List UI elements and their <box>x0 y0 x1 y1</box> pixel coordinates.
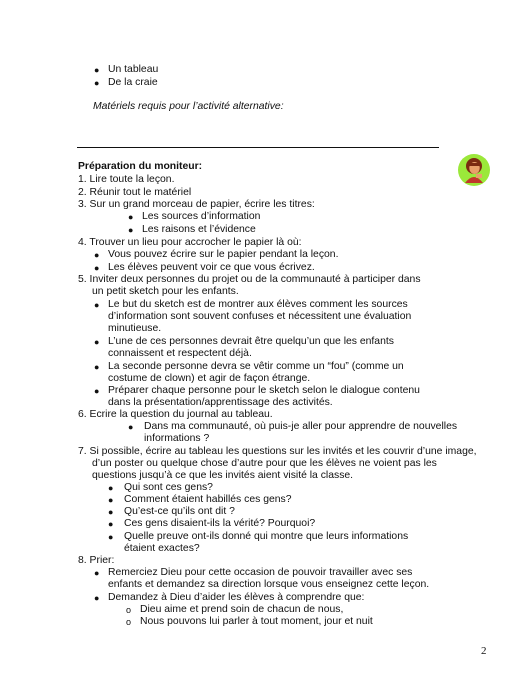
sub-item-cont: costume de clown) et agir de façon étrange. <box>108 373 311 384</box>
sub-item-cont: connaissent et respectent déjà. <box>108 348 252 359</box>
sub-item-cont: d’information sont souvent confuses et nécessitent une évaluation <box>108 311 412 322</box>
bullet-icon: ● <box>94 300 100 310</box>
sub-item-cont: enfants et demandez sa direction lorsque vous enseignez cette leçon. <box>108 579 430 590</box>
sub-item: Préparer chaque personne pour le sketch selon le dialogue contenu <box>108 385 420 396</box>
sub-sub-item: Dieu aime et prend soin de chacun de nous, <box>140 604 344 615</box>
bullet-icon: ● <box>128 225 134 235</box>
step-line: 6. Ecrire la question du journal au tableau. <box>78 409 273 420</box>
bullet-icon: ● <box>108 507 114 517</box>
sub-item: L’une de ces personnes devrait être quelqu’un que les enfants <box>108 336 394 347</box>
material-item: De la craie <box>108 77 158 88</box>
bullet-icon: ● <box>128 422 134 432</box>
alt-materials-label: Matériels requis pour l’activité alternative: <box>93 101 284 112</box>
sub-item: Les raisons et l’évidence <box>142 224 256 235</box>
sub-item-cont: informations ? <box>144 433 210 444</box>
sub-item-cont: minutieuse. <box>108 323 162 334</box>
step-line: 8. Prier: <box>78 555 115 566</box>
sub-item-cont: dans la présentation/apprentissage des activités. <box>108 397 333 408</box>
step-line: 4. Trouver un lieu pour accrocher le papier là où: <box>78 237 302 248</box>
bullet-icon: ● <box>94 78 100 88</box>
bullet-icon: ● <box>94 362 100 372</box>
bullet-icon: ● <box>128 212 134 222</box>
bullet-icon: ● <box>94 568 100 578</box>
sub-item: La seconde personne devra se vêtir comme un “fou” (comme un <box>108 361 404 372</box>
sub-item: Ces gens disaient-ils la vérité? Pourquoi? <box>124 518 316 529</box>
sub-item: Quelle preuve ont-ils donné qui montre que leurs informations <box>124 531 409 542</box>
sub-item: Le but du sketch est de montrer aux élèves comment les sources <box>108 299 408 310</box>
circle-bullet-icon: o <box>126 605 132 615</box>
bullet-icon: ● <box>94 263 100 273</box>
bullet-icon: ● <box>94 593 100 603</box>
sub-item: Vous pouvez écrire sur le papier pendant la leçon. <box>108 249 339 260</box>
bullet-icon: ● <box>94 337 100 347</box>
step-line-cont: un petit sketch pour les enfants. <box>92 286 239 297</box>
bullet-icon: ● <box>94 65 100 75</box>
page-number: 2 <box>481 645 487 657</box>
step-line: 7. Si possible, écrire au tableau les questions sur les invités et les couvrir d’une image, <box>78 446 477 457</box>
bullet-icon: ● <box>108 519 114 529</box>
sub-item: Les élèves peuvent voir ce que vous écrivez. <box>108 262 315 273</box>
sub-item: Remerciez Dieu pour cette occasion de pouvoir travailler avec ses <box>108 567 413 578</box>
step-line-cont: questions jusqu’à ce que les invités aient visité la classe. <box>92 470 354 481</box>
circle-bullet-icon: o <box>126 617 132 627</box>
sub-item: Qu’est-ce qu’ils ont dit ? <box>124 506 235 517</box>
step-line: 2. Réunir tout le matériel <box>78 187 192 198</box>
step-line-cont: d’un poster ou quelque chose d’autre pour que les élèves ne voient pas les <box>92 458 437 469</box>
sub-item: Les sources d’information <box>142 211 261 222</box>
bullet-icon: ● <box>108 495 114 505</box>
step-line: 1. Lire toute la leçon. <box>78 174 175 185</box>
bullet-icon: ● <box>108 483 114 493</box>
step-line: 5. Inviter deux personnes du projet ou de la communauté à participer dans <box>78 274 421 285</box>
bullet-icon: ● <box>108 532 114 542</box>
sub-item: Qui sont ces gens? <box>124 482 213 493</box>
section-heading: Préparation du moniteur: <box>78 161 203 172</box>
sub-item: Demandez à Dieu d’aider les élèves à comprendre que: <box>108 592 365 603</box>
step-line: 3. Sur un grand morceau de papier, écrire les titres: <box>78 199 315 210</box>
sub-item: Dans ma communauté, où puis-je aller pour apprendre de nouvelles <box>144 421 458 432</box>
material-item: Un tableau <box>108 64 159 75</box>
sub-sub-item: Nous pouvons lui parler à tout moment, jour et nuit <box>140 616 373 627</box>
bullet-icon: ● <box>94 386 100 396</box>
sub-item-cont: étaient exactes? <box>124 543 200 554</box>
sub-item: Comment étaient habillés ces gens? <box>124 494 292 505</box>
horizontal-rule <box>77 147 439 148</box>
bullet-icon: ● <box>94 250 100 260</box>
teacher-avatar-icon <box>457 153 491 187</box>
